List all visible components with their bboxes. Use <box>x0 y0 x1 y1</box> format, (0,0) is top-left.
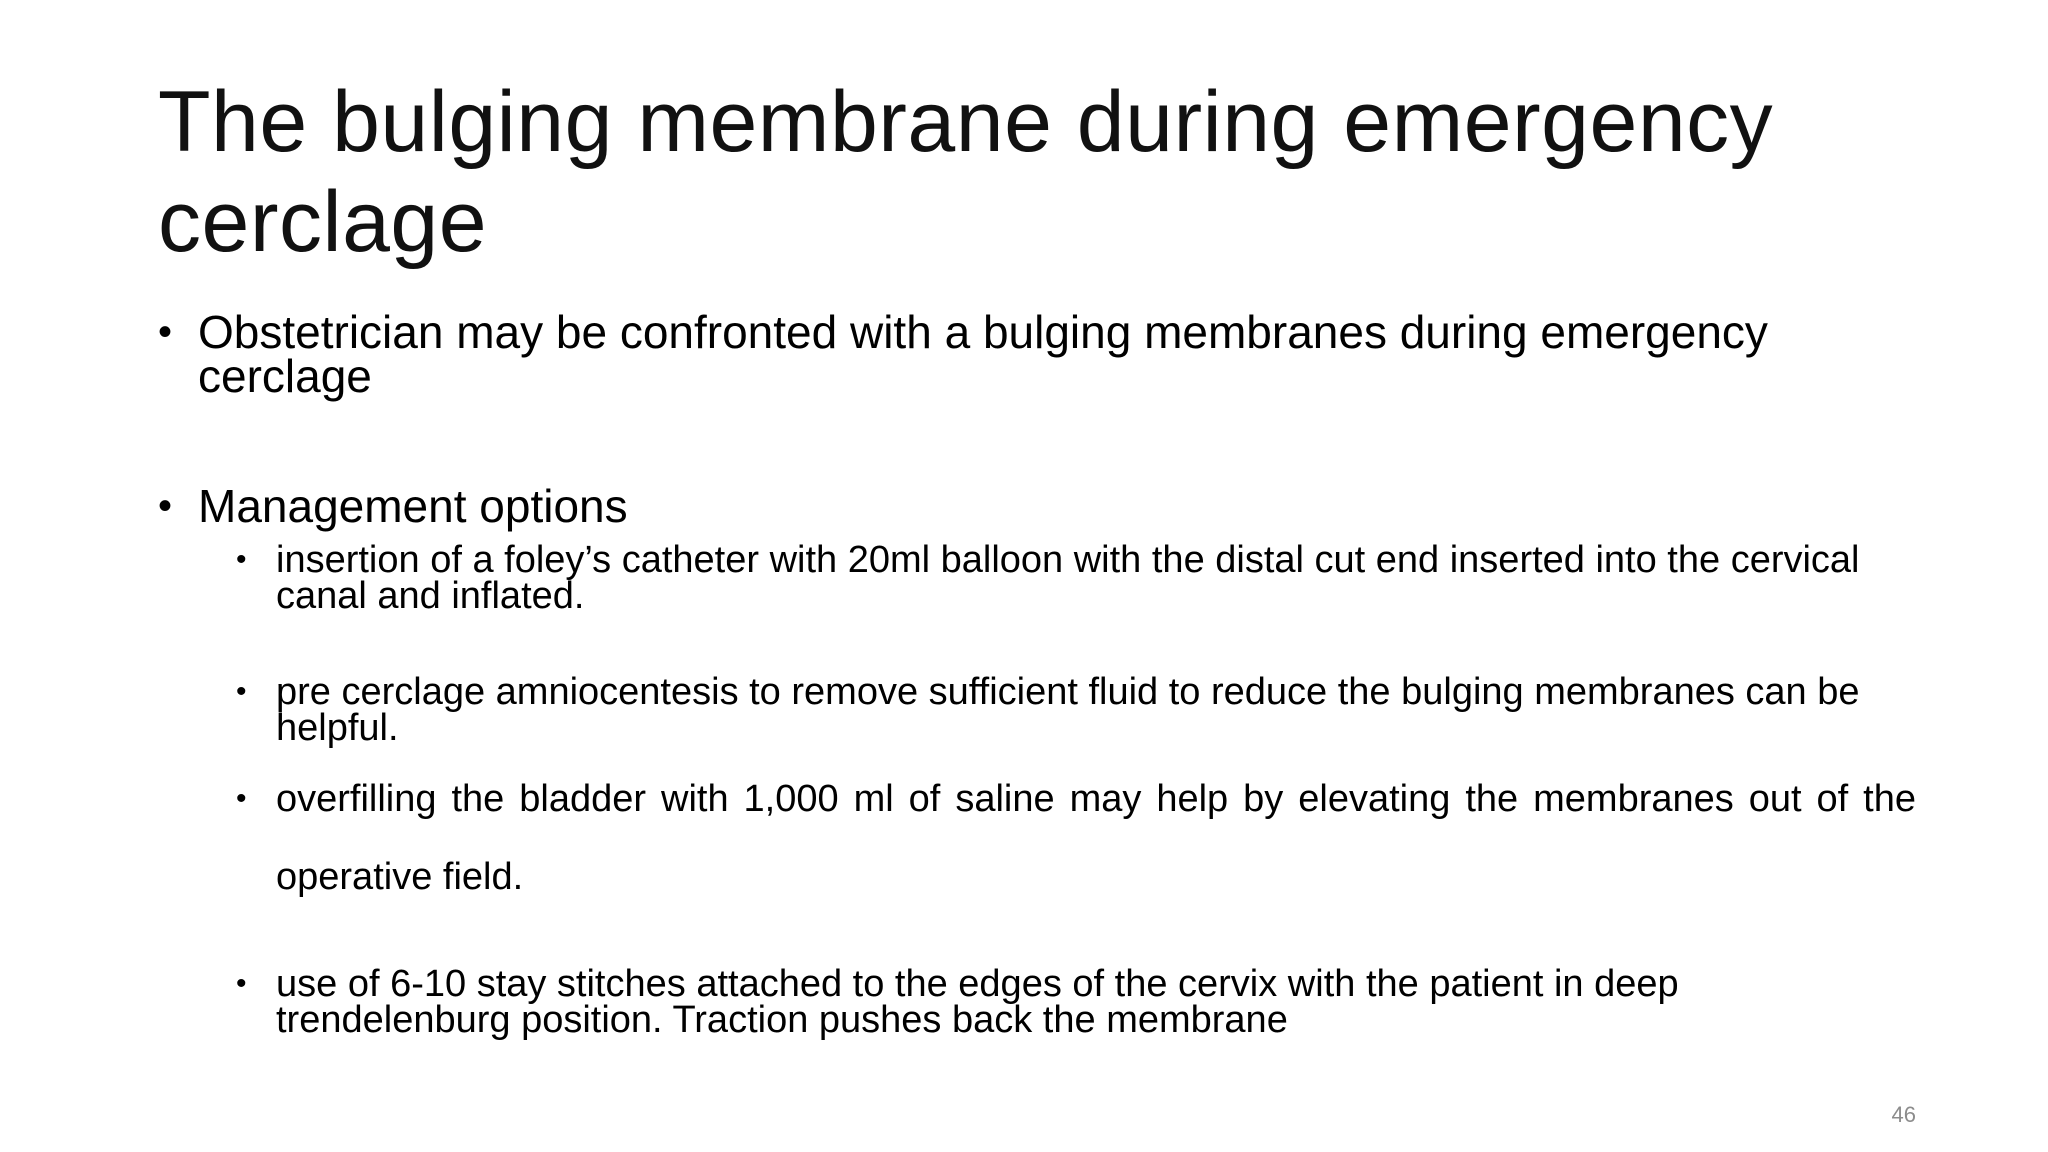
sub-bullet-item <box>236 963 1916 1041</box>
sub-bullet-text: use of 6-10 stay stitches attached to the edges of the cervix with the patient in deep trendelenburg position. Traction pushes back the membrane <box>276 963 1679 1041</box>
page-number: 46 <box>1891 1102 1916 1127</box>
bullet-dot: • <box>236 543 247 576</box>
bullet-dot: • <box>158 310 173 354</box>
bullet-dot: • <box>236 782 247 815</box>
sub-bullet-item <box>236 671 1916 749</box>
bullet-item <box>158 306 1918 402</box>
slide-title: The bulging membrane during emergency cerclage <box>158 74 1774 270</box>
sub-bullet-text: insertion of a foley’s catheter with 20ml balloon with the distal cut end inserted into the cervical canal and inflated. <box>276 539 1860 617</box>
sub-bullet-item <box>236 539 1916 617</box>
bullet-item <box>158 480 1918 532</box>
bullet-dot: • <box>158 484 173 528</box>
bullet-dot: • <box>236 967 247 1000</box>
bullet-text: Management options <box>198 480 628 532</box>
sub-bullet-text: pre cerclage amniocentesis to remove sufficient fluid to reduce the bulging membranes can be helpful. <box>276 671 1860 749</box>
bullet-dot: • <box>236 675 247 708</box>
bullet-text: Obstetrician may be confronted with a bulging membranes during emergency cerclage <box>198 306 1768 402</box>
sub-bullet-text: overfilling the bladder with 1,000 ml of saline may help by elevating the membranes out of the operative field. <box>276 778 1916 898</box>
sub-bullet-item <box>236 760 1916 916</box>
